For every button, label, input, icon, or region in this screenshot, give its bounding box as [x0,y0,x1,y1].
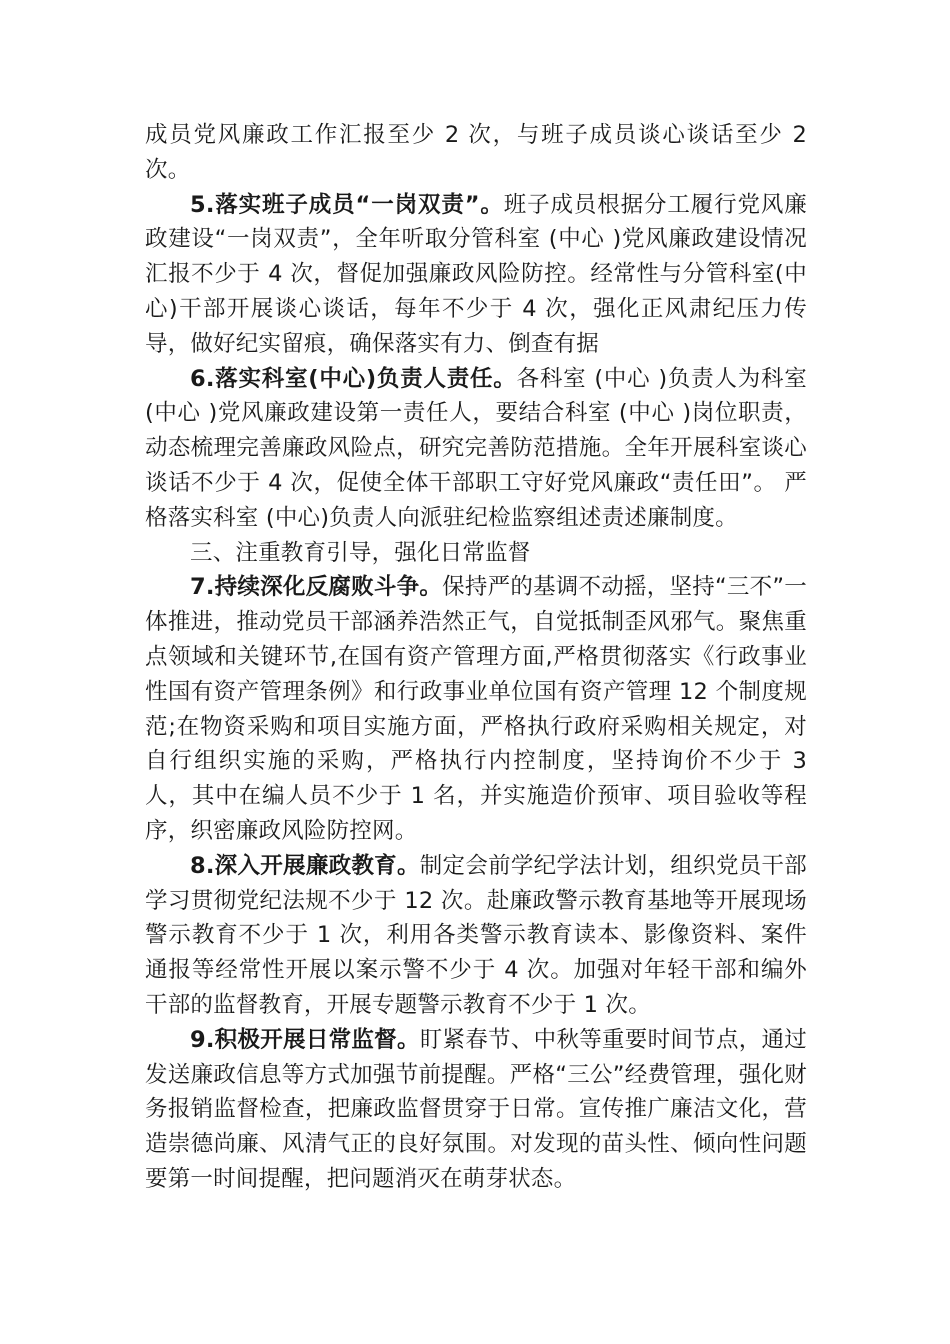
paragraph-text: 制定会前学纪学法计划，组织党员干部学习贯彻党纪法规不少于 12 次。赴廉政警示教育基地等开展现场警示教育不少于 1 次，利用各类警示教育读本、影像资料、案件通报等经常性开展以案示警不少于 4 次。加强对年轻干部和编外干部的监督教育，开展专题警示教育不少于 1 次。 [145,852,807,1018]
document-body [145,118,807,1197]
section-heading-3 [145,536,807,571]
paragraph-text: 盯紧春节、中秋等重要时间节点，通过发送廉政信息等方式加强节前提醒。严格“三公”经费管理，强化财务报销监督检查，把廉政监督贯穿于日常。宣传推广廉洁文化，营造崇德尚廉、风清气正的良好氛围。对发现的苗头性、倾向性问题要第一时间提醒，把问题消灭在萌芽状态。 [145,1026,807,1192]
paragraph-item-7 [145,570,807,848]
paragraph-text: 班子成员根据分工履行党风廉政建设“一岗双责”，全年听取分管科室 (中心 )党风廉政建设情况汇报不少于 4 次，督促加强廉政风险防控。经常性与分管科室(中心)干部开展谈心谈话，每年不少于 4 次，强化正风肃纪压力传导，做好纪实留痕，确保落实有力、倒查有据 [145,191,807,357]
paragraph-text: 成员党风廉政工作汇报至少 2 次，与班子成员谈心谈话至少 2 次。 [145,122,807,183]
paragraph-item-6 [145,362,807,536]
item-heading: 5.落实班子成员“一岗双责”。 [190,191,504,218]
paragraph-text: 各科室 (中心 )负责人为科室 (中心 )党风廉政建设第一责任人，要结合科室 (中心 )岗位职责，动态梳理完善廉政风险点，研究完善防范措施。全年开展科室谈心谈话不少于 4 次，促使全体干部职工守好党风廉政“责任田”。 严格落实科室 (中心)负责人向派驻纪检监察组述责述廉制度。 [145,365,807,531]
item-heading: 8.深入开展廉政教育。 [190,852,420,879]
section-heading-text: 三、注重教育引导，强化日常监督 [190,539,531,566]
paragraph-item-5 [145,188,807,362]
paragraph-text: 保持严的基调不动摇，坚持“三不”一体推进，推动党员干部涵养浩然正气，自觉抵制歪风邪气。聚焦重点领域和关键环节,在国有资产管理方面,严格贯彻落实《行政事业性国有资产管理条例》和行政事业单位国有资产管理 12 个制度规范;在物资采购和项目实施方面，严格执行政府采购相关规定，对自行组织实施的采购，严格执行内控制度，坚持询价不少于 3 人，其中在编人员不少于 1 名，并实施造价预审、项目验收等程序，织密廉政风险防控网。 [145,574,808,844]
paragraph-item-9 [145,1023,807,1197]
item-heading: 9.积极开展日常监督。 [190,1026,420,1053]
paragraph-continuation [145,118,807,188]
paragraph-item-8 [145,849,807,1023]
item-heading: 6.落实科室(中心)负责人责任。 [190,365,517,392]
item-heading: 7.持续深化反腐败斗争。 [190,574,443,601]
